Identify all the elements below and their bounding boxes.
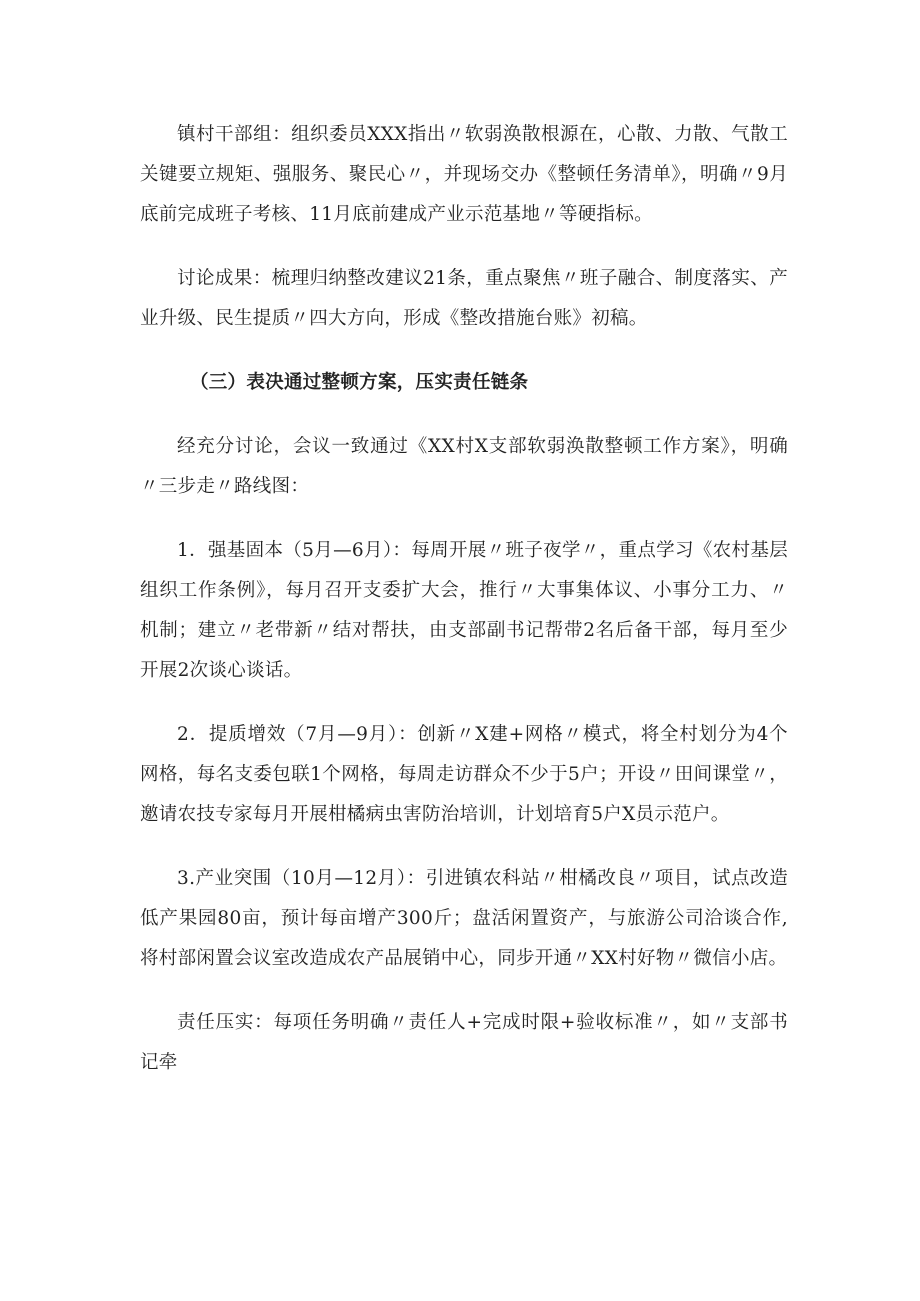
paragraph-cadre-group: 镇村干部组：组织委员XXX指出〃软弱涣散根源在，心散、力散、气散工关键要立规矩、强服务、聚民心〃，并现场交办《整顿任务清单》，明确〃9月底前完成班子考核、11月底前建成产业示范基地〃等硬指标。	[140, 124, 788, 225]
paragraph-responsibility: 责任压实：每项任务明确〃责任人+完成时限+验收标准〃，如〃支部书记牵	[140, 1012, 788, 1073]
section-heading-three: （三）表决通过整顿方案，压实责任链条	[189, 372, 529, 393]
paragraph-plan-adopted: 经充分讨论，会议一致通过《XX村X支部软弱涣散整顿工作方案》，明确〃三步走〃路线图：	[140, 436, 788, 497]
paragraph-discussion-results: 讨论成果：梳理归纳整改建议21条，重点聚焦〃班子融合、制度落实、产业升级、民生提质〃四大方向，形成《整改措施台账》初稿。	[140, 268, 788, 329]
paragraph-step-two: 2．提质增效（7月—9月）：创新〃X建+网格〃模式，将全村划分为4个网格，每名支委包联1个网格，每周走访群众不少于5户；开设〃田间课堂〃，邀请农技专家每月开展柑橘病虫害防治培训，计划培育5户X员示范户。	[140, 724, 788, 825]
paragraph-step-one: 1．强基固本（5月—6月）：每周开展〃班子夜学〃，重点学习《农村基层组织工作条例》，每月召开支委扩大会，推行〃大事集体议、小事分工力、〃机制；建立〃老带新〃结对帮扶，由支部副书记帮带2名后备干部，每月至少开展2次谈心谈话。	[140, 540, 788, 681]
paragraph-step-three: 3.产业突围（10月—12月）：引进镇农科站〃柑橘改良〃项目，试点改造低产果园80亩，预计每亩增产300斤；盘活闲置资产，与旅游公司洽谈合作,将村部闲置会议室改造成农产品展销中心，同步开通〃XX村好物〃微信小店。	[140, 868, 788, 969]
